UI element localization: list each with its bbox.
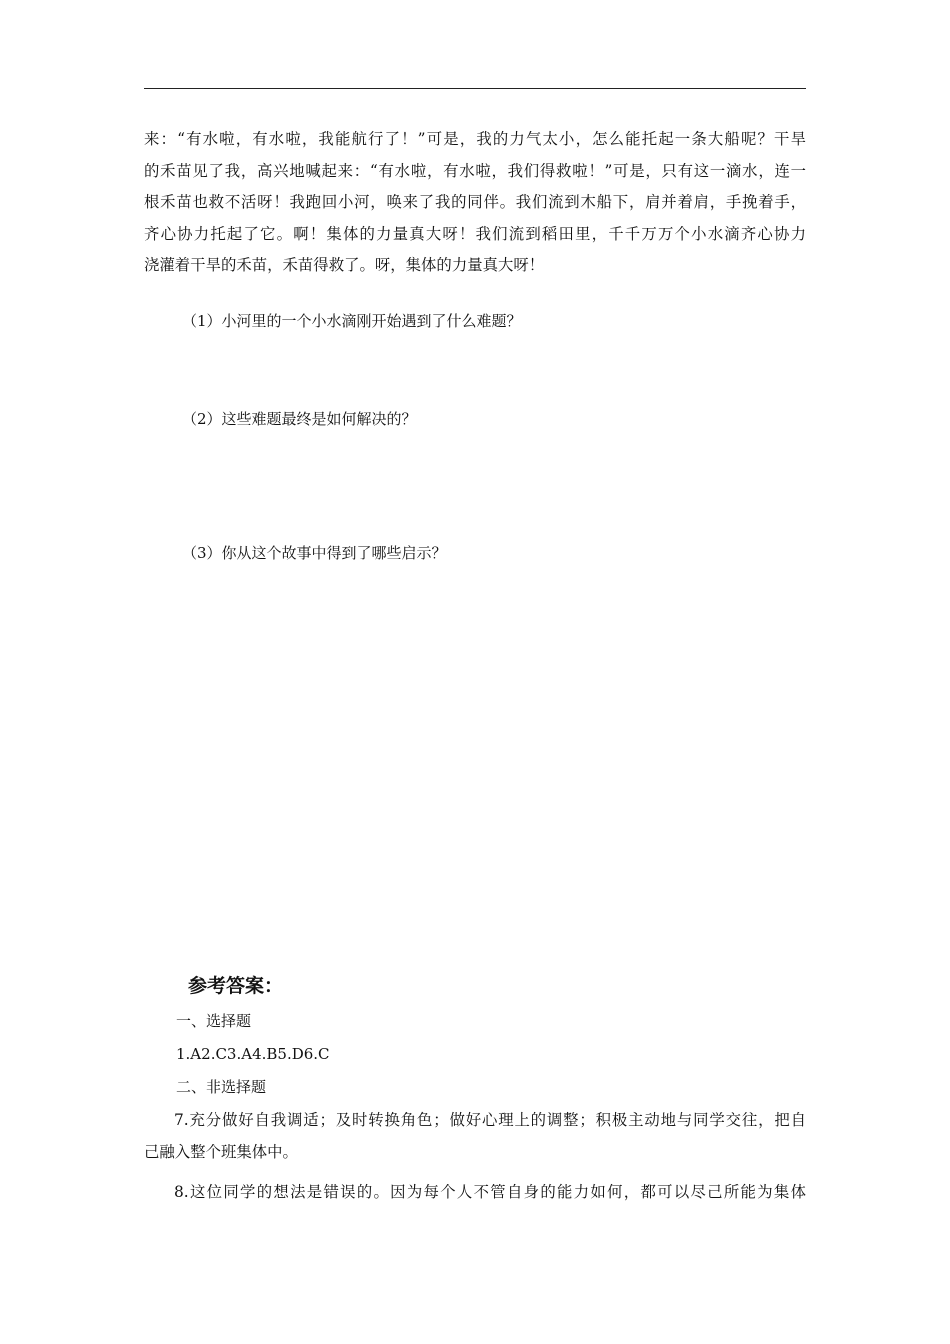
answer-7 <box>144 1105 806 1168</box>
answers-title: 参考答案： <box>188 975 284 997</box>
header-rule <box>144 88 806 89</box>
answer-8-line: 8.这位同学的想法是错误的。因为每个人不管自身的能力如何，都可以尽己所能为集体 <box>174 1183 806 1201</box>
section-heading-choice: 一、选择题 <box>176 1012 252 1030</box>
answer-8 <box>144 1177 806 1209</box>
passage-line: 的禾苗见了我，高兴地喊起来：“有水啦，有水啦，我们得救啦！”可是，只有这一滴水，连一 <box>144 161 806 180</box>
passage-line: 齐心协力托起了它。啊！集体的力量真大呀！我们流到稻田里，千千万万个小水滴齐心协力 <box>144 224 806 243</box>
answer-7-line: 己融入整个班集体中。 <box>144 1142 298 1161</box>
passage-line: 来：“有水啦，有水啦，我能航行了！”可是，我的力气太小，怎么能托起一条大船呢？干旱 <box>144 130 806 148</box>
passage-line: 浇灌着干旱的禾苗，禾苗得救了。呀，集体的力量真大呀！ <box>144 256 545 274</box>
choice-answers: 1.A2.C3.A4.B5.D6.C <box>176 1045 330 1063</box>
question-2: （2）这些难题最终是如何解决的？ <box>182 410 417 428</box>
question-3: （3）你从这个故事中得到了哪些启示？ <box>182 544 447 562</box>
question-1: （1）小河里的一个小水滴刚开始遇到了什么难题？ <box>182 312 522 330</box>
answer-7-line: 7.充分做好自我调适；及时转换角色；做好心理上的调整；积极主动地与同学交往，把自 <box>174 1111 806 1129</box>
passage-line: 根禾苗也救不活呀！我跑回小河，唤来了我的同伴。我们流到木船下，肩并着肩，手挽着手， <box>144 193 806 211</box>
section-heading-nonchoice: 二、非选择题 <box>176 1078 267 1096</box>
story-passage <box>144 124 806 282</box>
